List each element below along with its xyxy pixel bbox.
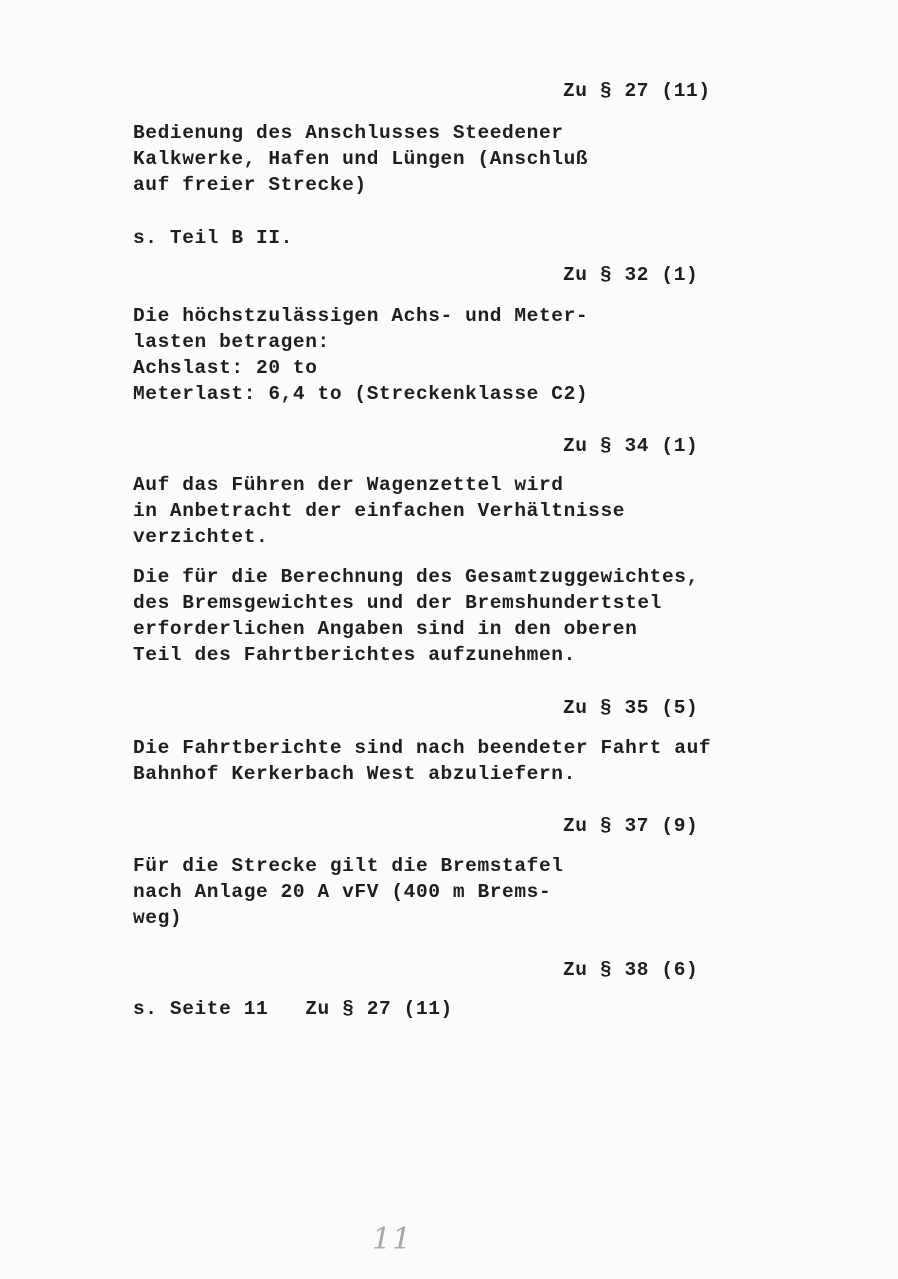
text-line: auf freier Strecke) xyxy=(133,174,367,196)
text-line: verzichtet. xyxy=(133,526,269,548)
text-line: Für die Strecke gilt die Bremstafel xyxy=(133,855,564,877)
text-line: weg) xyxy=(133,907,183,929)
text-line: Die höchstzulässigen Achs- und Meter- xyxy=(133,305,589,327)
section-reference: Zu § 34 (1) xyxy=(563,435,699,457)
section-reference: Zu § 37 (9) xyxy=(563,815,699,837)
text-line: s. Seite 11 Zu § 27 (11) xyxy=(133,998,453,1020)
section-reference: Zu § 38 (6) xyxy=(563,959,699,981)
text-line: s. Teil B II. xyxy=(133,227,293,249)
handwritten-page-number: 11 xyxy=(372,1222,413,1257)
text-line: Meterlast: 6,4 to (Streckenklasse C2) xyxy=(133,383,589,405)
section-reference: Zu § 27 (11) xyxy=(563,80,711,102)
text-line: Kalkwerke, Hafen und Lüngen (Anschluß xyxy=(133,148,589,170)
text-line: Bedienung des Anschlusses Steedener xyxy=(133,122,564,144)
text-line: Die für die Berechnung des Gesamtzuggewichtes, xyxy=(133,566,699,588)
text-line: Teil des Fahrtberichtes aufzunehmen. xyxy=(133,644,576,666)
text-line: in Anbetracht der einfachen Verhältnisse xyxy=(133,500,626,522)
section-reference: Zu § 32 (1) xyxy=(563,264,699,286)
text-line: Auf das Führen der Wagenzettel wird xyxy=(133,474,564,496)
section-reference: Zu § 35 (5) xyxy=(563,697,699,719)
text-line: nach Anlage 20 A vFV (400 m Brems- xyxy=(133,881,552,903)
text-line: des Bremsgewichtes und der Bremshundertstel xyxy=(133,592,662,614)
text-line: lasten betragen: xyxy=(133,331,330,353)
text-line: erforderlichen Angaben sind in den oberen xyxy=(133,618,638,640)
text-line: Achslast: 20 to xyxy=(133,357,318,379)
text-line: Bahnhof Kerkerbach West abzuliefern. xyxy=(133,763,576,785)
text-line: Die Fahrtberichte sind nach beendeter Fahrt auf xyxy=(133,737,712,759)
